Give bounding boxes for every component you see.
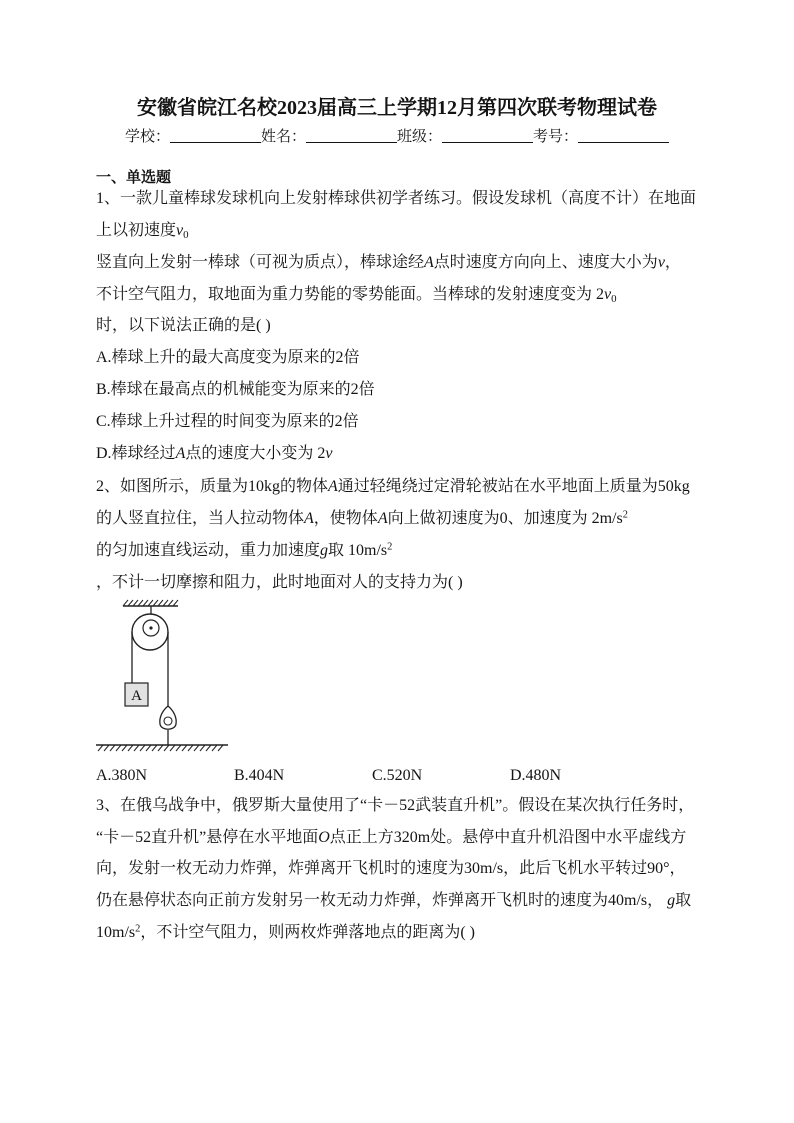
question-2-options bbox=[96, 766, 648, 786]
text-run: C.棒球上升过程的时间变为原来的2倍 bbox=[96, 412, 359, 430]
stem-line bbox=[96, 503, 690, 535]
block-a-label: A bbox=[131, 688, 142, 704]
stem-line bbox=[96, 471, 690, 503]
math-subscript: 0 bbox=[183, 228, 189, 241]
school-label: 学校： bbox=[124, 129, 170, 145]
school-blank bbox=[170, 128, 261, 143]
text-run: 1、一款儿童棒球发球机向上发射棒球供初学者练习。假设发球机（高度不计）在地面 bbox=[96, 190, 697, 207]
text-run: 不计空气阻力，取地面为重力势能的零势能面。当棒球的发射速度变为 bbox=[96, 285, 597, 303]
option-d: D.480N bbox=[510, 767, 562, 784]
option-b: B.404N bbox=[234, 767, 285, 784]
text-run: 取 bbox=[328, 541, 349, 559]
text-run: 竖直向上发射一棒球（可视为质点），棒球途经 bbox=[96, 253, 425, 271]
question-3-stem bbox=[96, 790, 694, 948]
text-run: ， bbox=[664, 253, 681, 271]
stem-line bbox=[96, 822, 694, 854]
stem-line bbox=[96, 567, 690, 599]
question-1-stem bbox=[96, 183, 696, 342]
math-variable: v bbox=[176, 221, 184, 239]
exam-title: 安徽省皖江名校2023届高三上学期12月第四次联考物理试卷 bbox=[137, 97, 657, 119]
ceiling-hatch bbox=[123, 600, 178, 606]
question-1 bbox=[96, 183, 696, 470]
stem-line bbox=[96, 279, 696, 311]
text-run: 3、在俄乌战争中，俄罗斯大量使用了“卡－52武装直升机”。假设在某次执行任务时， bbox=[96, 797, 695, 815]
text-run: A.棒球上升的最大高度变为原来的2倍 bbox=[96, 349, 360, 367]
text-run: 通过轻绳绕过定滑轮被站在水平地面上质量为50kg bbox=[337, 478, 690, 496]
math-variable: A bbox=[424, 253, 434, 271]
option-line bbox=[96, 342, 696, 374]
stem-line bbox=[96, 790, 694, 822]
math-superscript: 2 bbox=[135, 922, 141, 934]
question-2-stem bbox=[96, 471, 690, 598]
math-superscript: 2 bbox=[387, 541, 393, 553]
text-run: 的人竖直拉住，当人拉动物体 bbox=[96, 509, 305, 527]
option-line bbox=[96, 438, 696, 470]
text-run: 点正上方320m处。悬停中直升机沿图中水平虚线方 bbox=[329, 828, 687, 846]
text-run: 取 bbox=[675, 891, 692, 909]
math-superscript: 2 bbox=[622, 509, 628, 521]
text-run: ，不计空气阻力，则两枚炸弹落地点的距离为( ) bbox=[140, 923, 475, 941]
option-line bbox=[96, 374, 696, 406]
math-variable: A bbox=[304, 509, 314, 527]
text-run: 向上做初速度为0、加速度为 bbox=[387, 509, 592, 527]
class-label: 班级： bbox=[397, 129, 443, 145]
math-variable: A bbox=[175, 444, 186, 462]
text-run: 向，发射一枚无动力炸弹，炸弹离开飞机时的速度为30m/s，此后飞机水平转过90°， bbox=[96, 860, 686, 878]
student-info-line bbox=[0, 127, 794, 147]
section-title: 一、单选题 bbox=[96, 170, 172, 186]
hand-grip-hole bbox=[164, 717, 172, 725]
math-variable: v bbox=[657, 253, 665, 271]
class-blank bbox=[442, 128, 533, 143]
text-run: 的匀加速直线运动，重力加速度 bbox=[96, 541, 321, 559]
stem-line bbox=[96, 183, 696, 215]
pulley-axle-center bbox=[149, 626, 152, 629]
math-variable: v bbox=[325, 444, 333, 462]
exam-number-label: 考号： bbox=[533, 129, 579, 145]
math-variable: A bbox=[377, 509, 388, 527]
text-run: 点的速度大小变为 bbox=[185, 444, 318, 462]
stem-line bbox=[96, 247, 696, 279]
name-label: 姓名： bbox=[260, 129, 306, 145]
option-c: C.520N bbox=[372, 767, 423, 784]
math-number: 10m/s bbox=[348, 541, 388, 559]
text-run: 时，以下说法正确的是( ) bbox=[96, 317, 271, 335]
name-blank bbox=[306, 128, 397, 143]
math-number: 2 bbox=[596, 285, 605, 303]
ground-hatch bbox=[98, 745, 223, 751]
option-line bbox=[96, 406, 696, 438]
question-2 bbox=[96, 471, 690, 598]
math-variable: g bbox=[320, 541, 329, 559]
math-variable: O bbox=[318, 828, 330, 846]
stem-line bbox=[96, 917, 694, 949]
math-variable: v bbox=[604, 285, 612, 303]
math-number: 2 bbox=[317, 444, 326, 462]
question-3 bbox=[96, 790, 694, 948]
math-subscript: 0 bbox=[611, 292, 617, 305]
stem-line bbox=[96, 885, 694, 917]
math-number: 2m/s bbox=[591, 509, 623, 527]
text-run: ，不计一切摩擦和阻力，此时地面对人的支持力为( ) bbox=[96, 573, 463, 591]
stem-line bbox=[96, 853, 694, 885]
exam-number-blank bbox=[578, 128, 669, 143]
text-run: 点时速度方向向上、速度大小为 bbox=[433, 253, 658, 271]
math-number: 10m/s bbox=[96, 923, 136, 941]
text-run: 上以初速度 bbox=[96, 221, 177, 239]
stem-line bbox=[96, 310, 696, 342]
text-run: 仍在悬停状态向正前方发射另一枚无动力炸弹，炸弹离开飞机时的速度为40m/s， bbox=[96, 891, 668, 909]
text-run: “卡－52直升机”悬停在水平地面 bbox=[96, 828, 319, 846]
stem-line bbox=[96, 535, 690, 567]
pulley-figure bbox=[96, 598, 236, 758]
text-run: 2、如图所示，质量为10kg的物体 bbox=[96, 478, 329, 496]
text-run: D.棒球经过 bbox=[96, 444, 176, 462]
text-run: B.棒球在最高点的机械能变为原来的2倍 bbox=[96, 381, 375, 399]
option-a: A.380N bbox=[96, 767, 148, 784]
question-1-options bbox=[96, 342, 696, 469]
math-variable: A bbox=[328, 478, 338, 496]
stem-line bbox=[96, 215, 696, 247]
math-variable: g bbox=[667, 891, 676, 909]
text-run: ，使物体 bbox=[313, 509, 378, 527]
